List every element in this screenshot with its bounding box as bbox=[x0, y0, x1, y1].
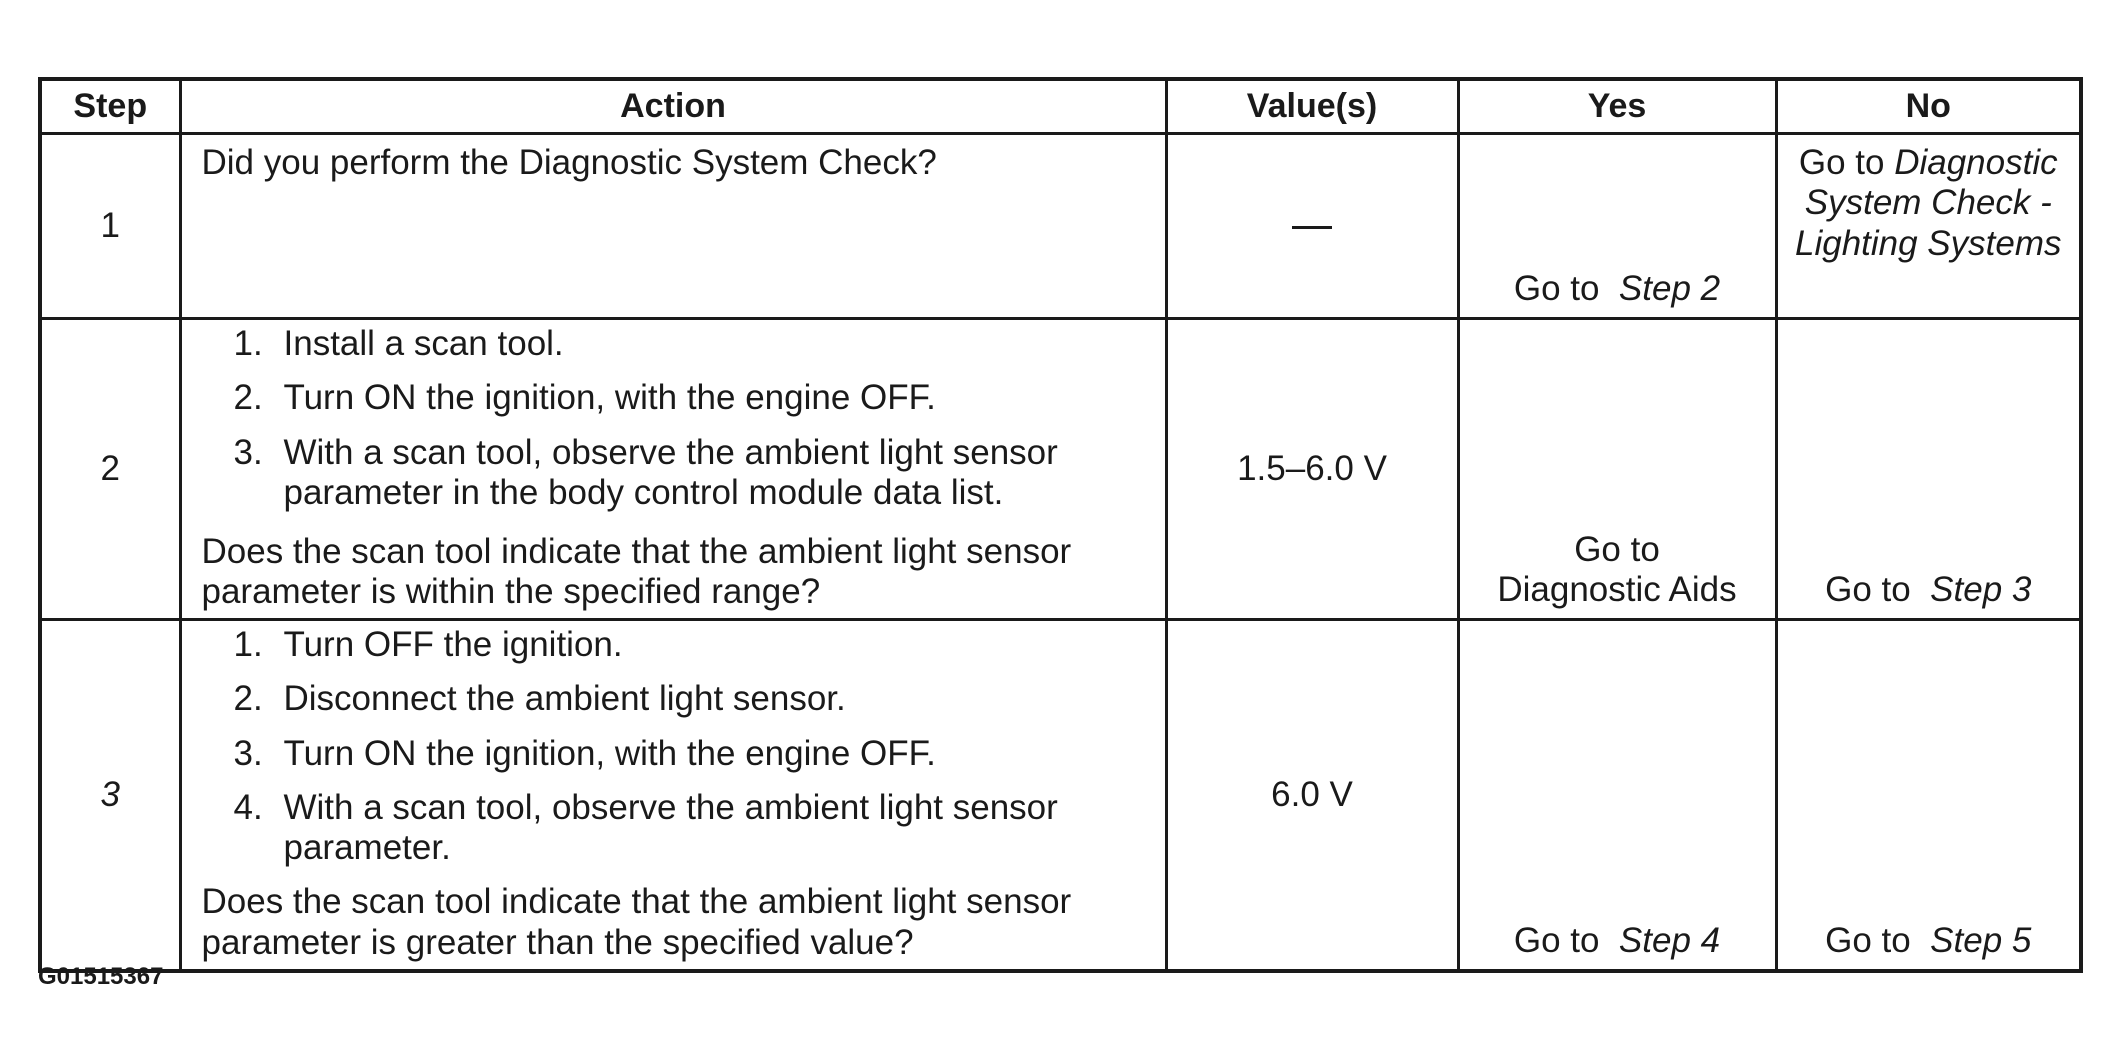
table-row-step-3 bbox=[40, 620, 2081, 971]
yes-prefix: Go to bbox=[1574, 529, 1660, 569]
yes-link-diagnostic-aids[interactable]: Diagnostic Aids bbox=[1497, 569, 1737, 609]
list-item bbox=[233, 432, 1151, 514]
no-link-step-3[interactable]: Step 3 bbox=[1930, 569, 2032, 609]
yes-cell bbox=[1458, 620, 1776, 971]
list-item bbox=[233, 625, 1151, 665]
no-cell bbox=[1776, 319, 2081, 620]
value-cell: 6.0 V bbox=[1166, 620, 1458, 971]
value-cell: 1.5–6.0 V bbox=[1166, 319, 1458, 620]
no-prefix: Go to bbox=[1825, 569, 1921, 609]
action-question: Did you perform the Diagnostic System Check? bbox=[201, 143, 937, 182]
list-item-number: 3. bbox=[233, 733, 263, 773]
list-item-text: With a scan tool, observe the ambient light sensor parameter. bbox=[283, 787, 1058, 867]
list-item-number: 1. bbox=[233, 324, 263, 363]
yes-link-step-4[interactable]: Step 4 bbox=[1618, 920, 1721, 960]
header-yes: Yes bbox=[1458, 79, 1776, 134]
list-item-number: 1. bbox=[233, 625, 263, 664]
diagnostic-table bbox=[38, 77, 2083, 973]
step-number: 3 bbox=[40, 620, 180, 971]
list-item-number: 2. bbox=[233, 378, 263, 418]
yes-cell bbox=[1458, 134, 1776, 319]
list-item-number: 3. bbox=[233, 432, 263, 472]
no-link-step-5[interactable]: Step 5 bbox=[1930, 920, 2032, 960]
step-number: 1 bbox=[40, 134, 180, 319]
list-item-text: Turn ON the ignition, with the engine OFF. bbox=[283, 733, 936, 773]
action-question: Does the scan tool indicate that the ambient light sensor parameter is greater than the specified value? bbox=[201, 882, 1072, 962]
action-question: Does the scan tool indicate that the ambient light sensor parameter is within the specified range? bbox=[201, 531, 1072, 611]
list-item bbox=[233, 679, 1151, 719]
list-item-text: Install a scan tool. bbox=[283, 324, 564, 363]
list-item bbox=[233, 378, 1151, 418]
list-item-text: Turn OFF the ignition. bbox=[283, 625, 623, 664]
action-cell bbox=[180, 319, 1166, 620]
value-cell bbox=[1166, 134, 1458, 319]
no-cell bbox=[1776, 134, 2081, 319]
no-prefix: Go to bbox=[1825, 920, 1921, 960]
list-item-text: Disconnect the ambient light sensor. bbox=[283, 679, 846, 719]
list-item-number: 2. bbox=[233, 679, 263, 719]
header-no: No bbox=[1776, 79, 2081, 134]
list-item bbox=[233, 787, 1151, 869]
header-row bbox=[40, 79, 2081, 134]
action-steps-list bbox=[202, 625, 1151, 882]
figure-id: G01515367 bbox=[38, 963, 164, 990]
list-item bbox=[233, 733, 1151, 774]
header-values: Value(s) bbox=[1166, 79, 1458, 134]
table-row-step-2 bbox=[40, 319, 2081, 620]
action-steps-list bbox=[202, 324, 1151, 527]
list-item-text: With a scan tool, observe the ambient light sensor parameter in the body control module data list. bbox=[283, 432, 1058, 512]
list-item-number: 4. bbox=[233, 787, 263, 827]
list-item bbox=[233, 324, 1151, 364]
table-row-step-1 bbox=[40, 134, 2081, 319]
no-cell bbox=[1776, 620, 2081, 971]
list-item-text: Turn ON the ignition, with the engine OFF. bbox=[283, 378, 936, 418]
step-number: 2 bbox=[40, 319, 180, 620]
header-step: Step bbox=[40, 79, 180, 134]
no-link-diagnostic-system-check[interactable]: Diagnostic System Check - Lighting Systems bbox=[1794, 143, 2062, 263]
no-prefix: Go to bbox=[1798, 143, 1895, 182]
yes-link-step-2[interactable]: Step 2 bbox=[1618, 268, 1721, 308]
value-dash bbox=[1292, 206, 1332, 245]
header-action: Action bbox=[180, 79, 1166, 134]
action-cell bbox=[180, 620, 1166, 971]
action-cell bbox=[180, 134, 1166, 319]
yes-prefix: Go to bbox=[1513, 268, 1610, 308]
yes-prefix: Go to bbox=[1513, 920, 1610, 960]
yes-cell bbox=[1458, 319, 1776, 620]
